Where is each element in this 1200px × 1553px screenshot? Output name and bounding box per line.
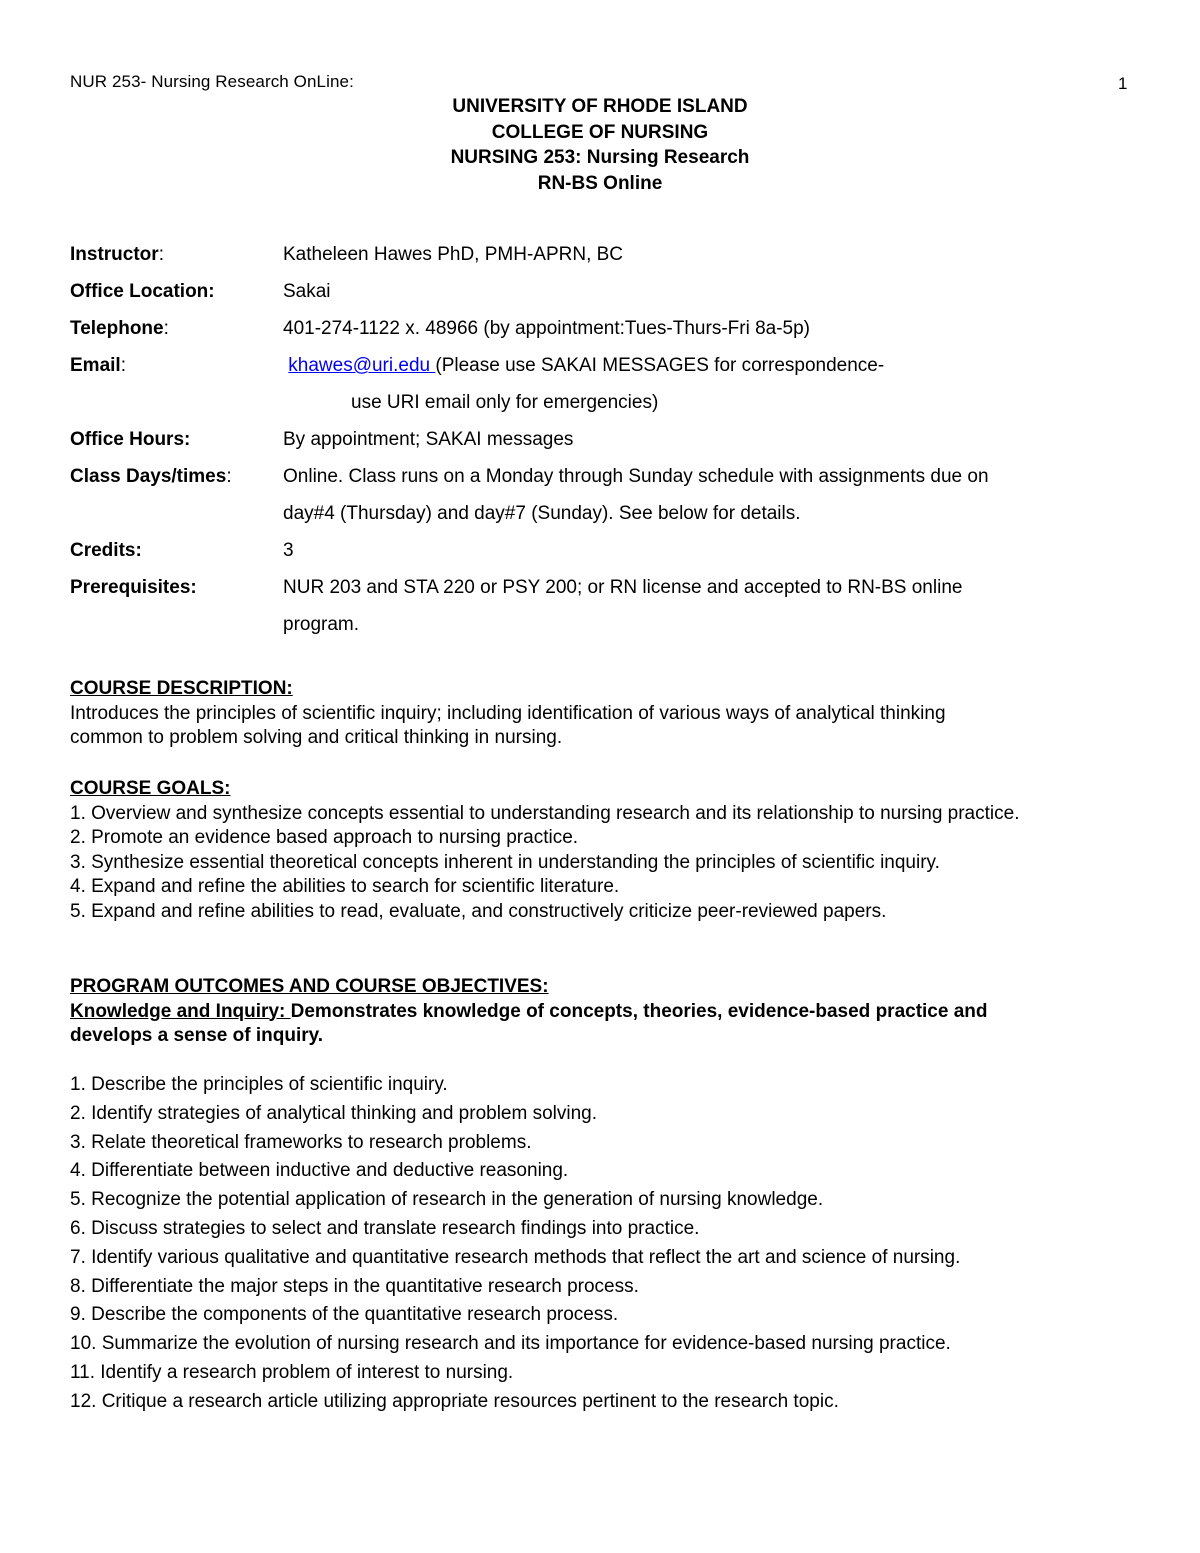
class-days-line-2: day#4 (Thursday) and day#7 (Sunday). See below for details. — [283, 503, 801, 524]
email-link[interactable]: khawes@uri.edu — [288, 355, 436, 376]
email-colon: : — [120, 355, 126, 376]
prerequisites-line-1: NUR 203 and STA 220 or PSY 200; or RN license and accepted to RN-BS online — [283, 577, 963, 598]
list-item: 10. Summarize the evolution of nursing research and its importance for evidence-based nursing practice. — [70, 1333, 951, 1355]
telephone-value: 401-274-1122 x. 48966 (by appointment:Tues-Thurs-Fri 8a-5p) — [283, 318, 810, 339]
list-item: 2. Identify strategies of analytical thinking and problem solving. — [70, 1102, 598, 1124]
list-item: 7. Identify various qualitative and quantitative research methods that reflect the art and science of nursing. — [70, 1246, 961, 1268]
page-number: 1 — [1118, 74, 1128, 93]
course-goals-heading: COURSE GOALS: — [70, 778, 231, 799]
instructor-label: Instructor — [70, 244, 159, 265]
program-outcomes-heading: PROGRAM OUTCOMES AND COURSE OBJECTIVES: — [70, 976, 549, 997]
info-row-class-days — [70, 463, 1130, 537]
prerequisites-label: Prerequisites: — [70, 577, 197, 598]
email-note: (Please use SAKAI MESSAGES for correspondence- — [435, 355, 885, 376]
knowledge-inquiry-subheading — [70, 1000, 1140, 1025]
instructor-colon: : — [158, 244, 164, 265]
class-days-colon: : — [226, 466, 232, 487]
credits-label: Credits: — [70, 540, 142, 561]
info-row-hours — [70, 426, 1130, 463]
list-item: 3. Relate theoretical frameworks to research problems. — [70, 1131, 532, 1153]
telephone-colon: : — [163, 318, 169, 339]
course-description-line-2: common to problem solving and critical thinking in nursing. — [70, 727, 563, 748]
credits-value: 3 — [283, 540, 294, 561]
list-item: 4. Expand and refine the abilities to search for scientific literature. — [70, 876, 620, 897]
info-row-office — [70, 278, 1130, 315]
class-days-label: Class Days/times — [70, 466, 227, 487]
knowledge-inquiry-label: Knowledge and Inquiry: — [70, 1000, 291, 1022]
office-label: Office Location: — [70, 281, 215, 302]
title-university: UNIVERSITY OF RHODE ISLAND — [452, 96, 748, 117]
info-row-email — [70, 352, 1130, 426]
objectives-list — [70, 1071, 1140, 1417]
info-row-instructor — [70, 241, 1130, 278]
program-outcomes-section — [70, 975, 1140, 1049]
telephone-label: Telephone — [70, 318, 164, 339]
hours-label: Office Hours: — [70, 429, 191, 450]
list-item: 5. Recognize the potential application of research in the generation of nursing knowledge. — [70, 1189, 824, 1211]
list-item: 8. Differentiate the major steps in the quantitative research process. — [70, 1275, 639, 1297]
list-item: 6. Discuss strategies to select and translate research findings into practice. — [70, 1217, 700, 1239]
hours-value: By appointment; SAKAI messages — [283, 429, 574, 450]
office-value: Sakai — [283, 281, 331, 302]
list-item: 4. Differentiate between inductive and deductive reasoning. — [70, 1160, 569, 1182]
list-item: 5. Expand and refine abilities to read, evaluate, and constructively criticize peer-reviewed papers. — [70, 900, 887, 922]
course-description-section — [70, 677, 1140, 751]
course-goals-list — [70, 802, 1070, 925]
info-row-telephone — [70, 315, 1130, 352]
email-note-continued: use URI email only for emergencies) — [351, 392, 659, 413]
title-college: COLLEGE OF NURSING — [491, 121, 709, 143]
list-item: 3. Synthesize essential theoretical concepts inherent in understanding the principles of scientific inquiry. — [70, 851, 940, 873]
list-item: 2. Promote an evidence based approach to nursing practice. — [70, 827, 579, 848]
knowledge-inquiry-subheading-line-2: develops a sense of inquiry. — [70, 1025, 324, 1046]
list-item: 11. Identify a research problem of interest to nursing. — [70, 1361, 514, 1383]
list-item: 9. Describe the components of the quantitative research process. — [70, 1304, 619, 1326]
knowledge-inquiry-text: Demonstrates knowledge of concepts, theories, evidence-based practice and — [290, 1000, 988, 1022]
class-days-line-1: Online. Class runs on a Monday through Sunday schedule with assignments due on — [283, 466, 989, 487]
course-info-table — [70, 241, 1130, 648]
course-goals-section — [70, 777, 1070, 924]
title-program: RN-BS Online — [537, 172, 663, 194]
list-item: 12. Critique a research article utilizing appropriate resources pertinent to the research topic. — [70, 1390, 839, 1412]
email-label: Email — [70, 355, 121, 376]
instructor-value: Katheleen Hawes PhD, PMH-APRN, BC — [283, 244, 624, 265]
list-item: 1. Describe the principles of scientific inquiry. — [70, 1074, 448, 1095]
course-description-heading: COURSE DESCRIPTION: — [70, 678, 293, 699]
course-description-line-1: Introduces the principles of scientific inquiry; including identification of various ways of analytical thinking — [70, 702, 946, 724]
title-course: NURSING 253: Nursing Research — [450, 147, 750, 168]
info-row-credits — [70, 537, 1130, 574]
list-item: 1. Overview and synthesize concepts essential to understanding research and its relationship to nursing practice. — [70, 802, 1020, 824]
running-header: NUR 253- Nursing Research OnLine: — [70, 72, 354, 91]
prerequisites-line-2: program. — [283, 614, 360, 635]
title-block — [0, 94, 1200, 196]
info-row-prerequisites — [70, 574, 1130, 648]
